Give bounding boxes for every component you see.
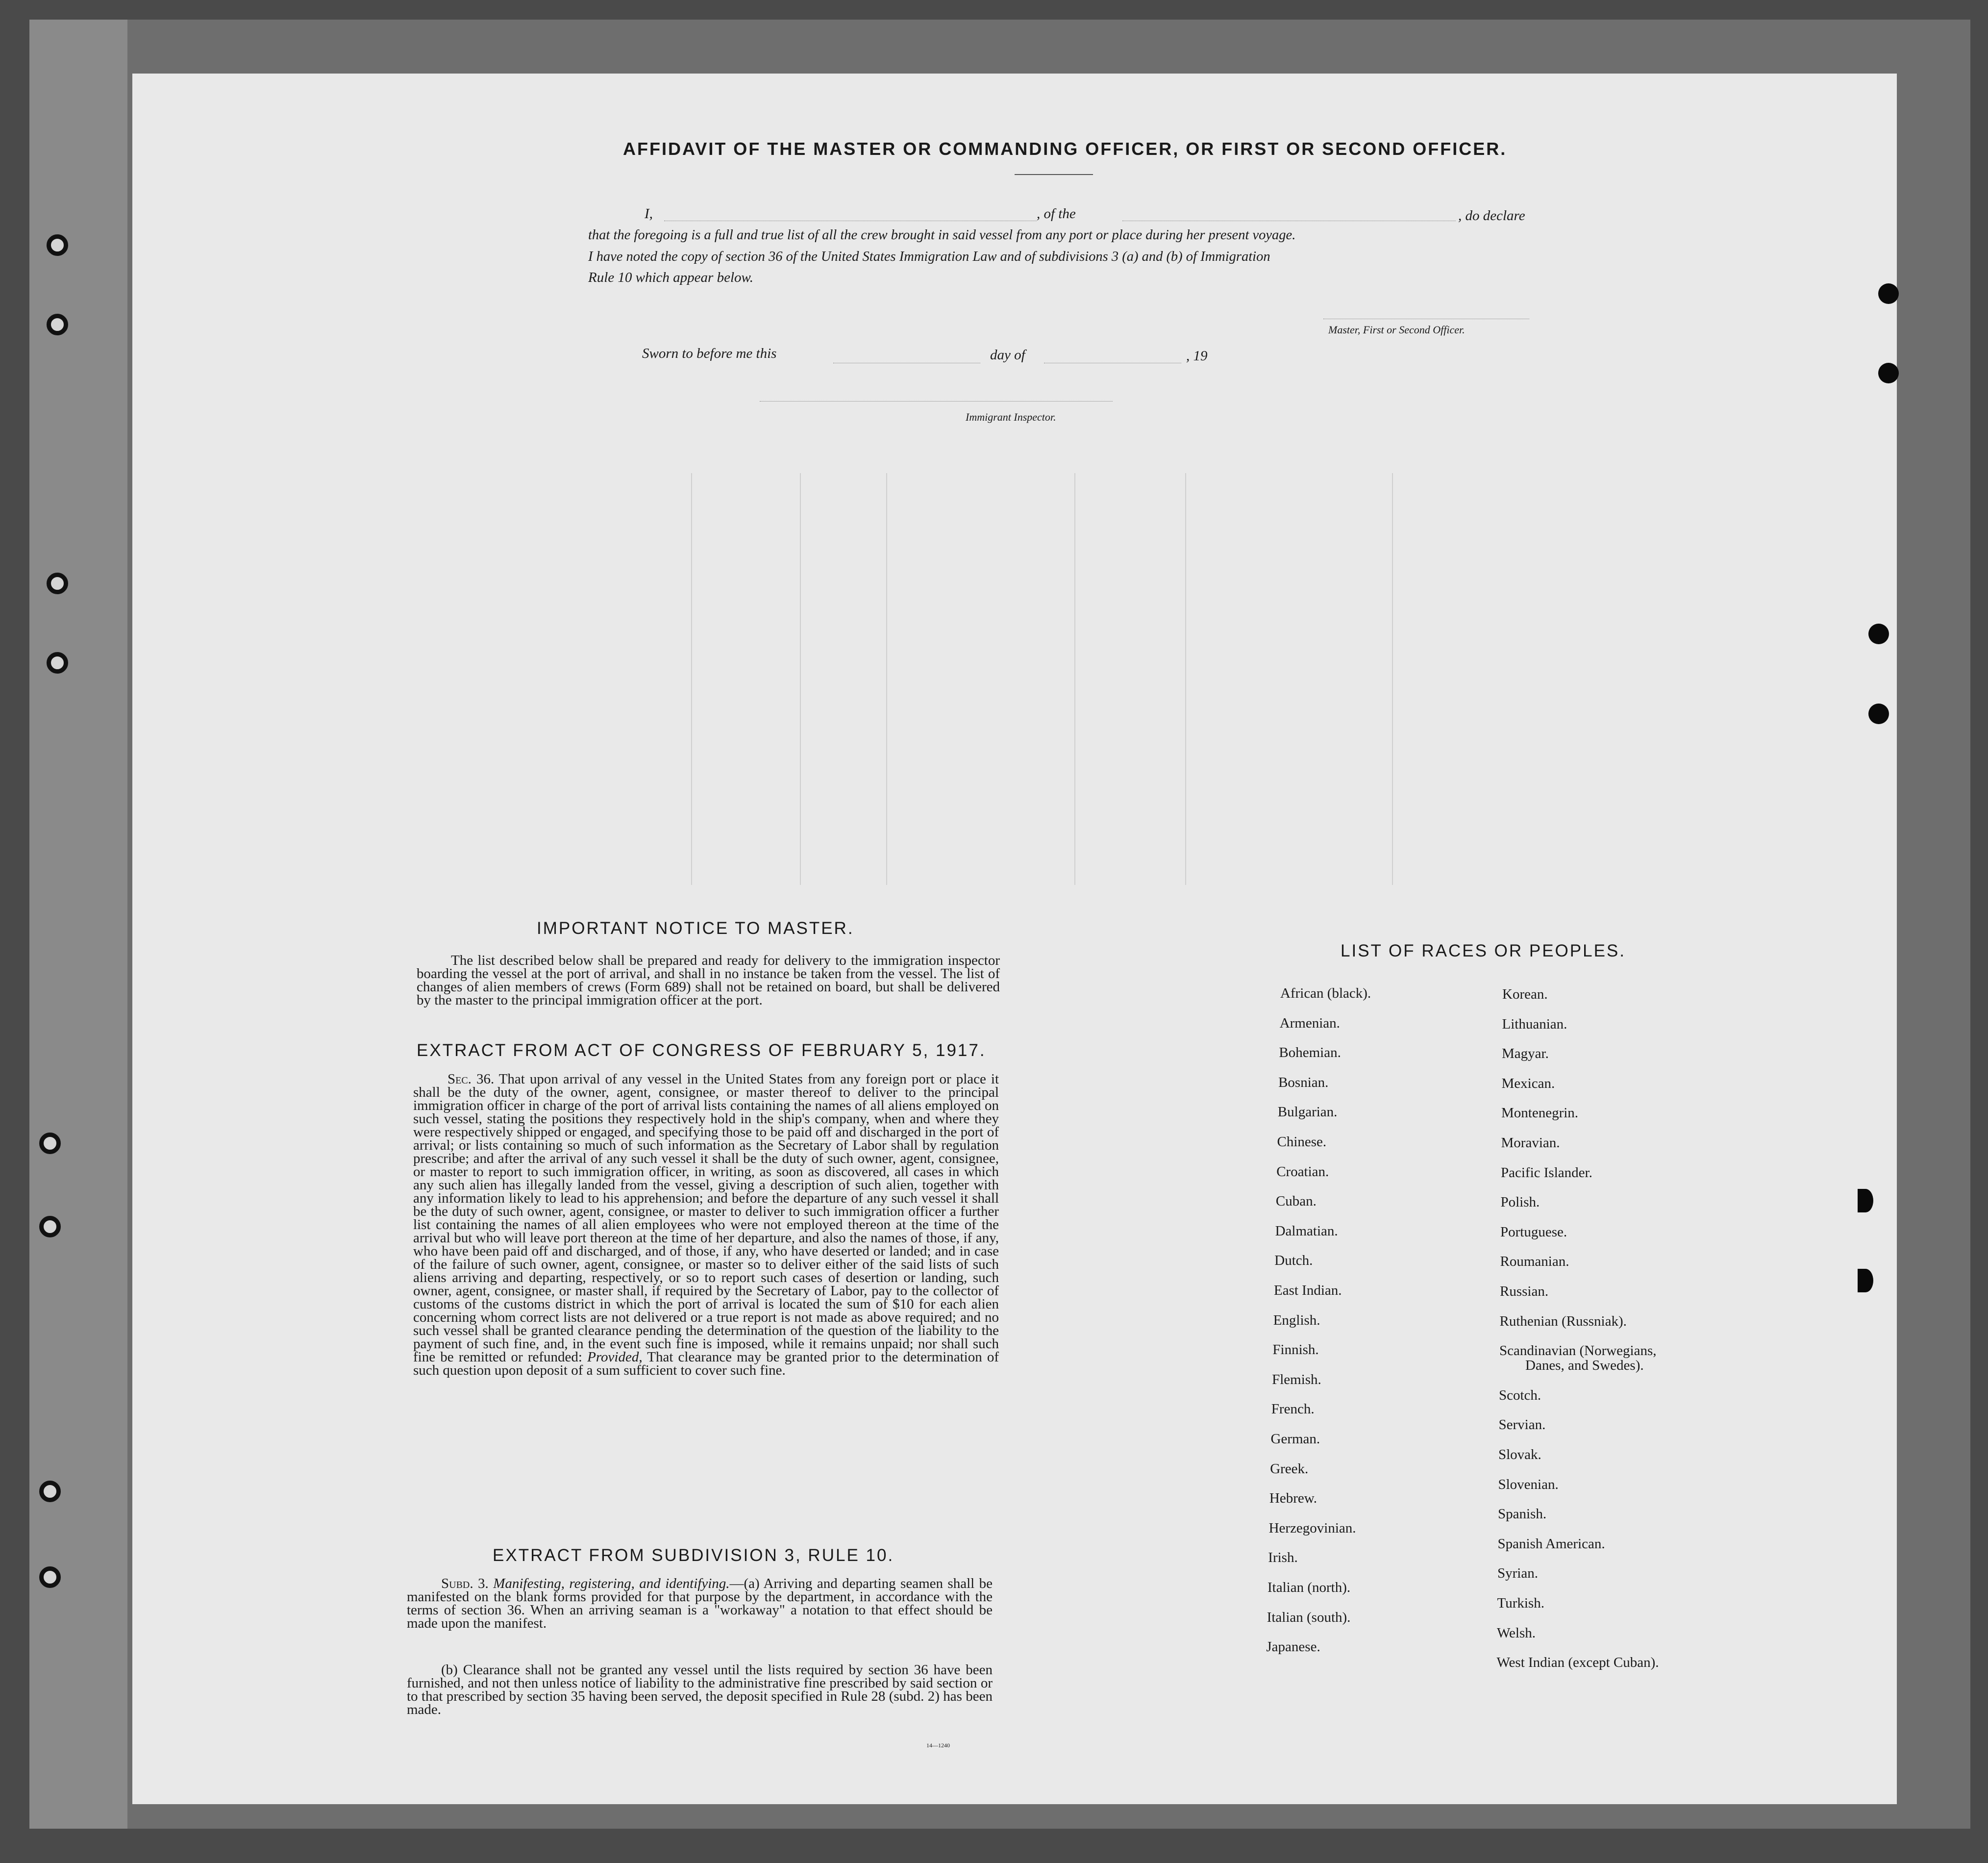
manifest-page [132, 74, 1897, 1804]
race-item: Flemish. [1272, 1371, 1321, 1387]
subd-title: Manifesting, registering, and identifying. [493, 1576, 730, 1591]
subd-a-text: —(a) Arriving and departing seamen shall be manifested on the blank forms provided for that purpose by the department, in accordance with the terms of section 36. When an arriving seaman is a "workaway" a notation to that effect should be made upon the manifest. [407, 1576, 993, 1631]
sworn-text: Sworn to before me this [642, 346, 777, 361]
column-rule [800, 473, 801, 885]
proviso-word: Provided, [587, 1349, 643, 1365]
race-item: Italian (south). [1267, 1609, 1351, 1625]
race-item: Roumanian. [1500, 1254, 1569, 1270]
race-item: Scotch. [1499, 1387, 1541, 1403]
column-rule [886, 473, 887, 885]
column-rule [691, 473, 692, 885]
race-item: Ruthenian (Russniak). [1499, 1313, 1627, 1329]
race-item: Slovenian. [1498, 1476, 1559, 1492]
binder-hole-icon [47, 314, 68, 335]
binding-strip [29, 20, 127, 1829]
race-item: Armenian. [1279, 1015, 1340, 1031]
race-item: Pacific Islander. [1501, 1164, 1592, 1181]
race-item: Turkish. [1497, 1595, 1544, 1611]
section-36-text: That upon arrival of any vessel in the United States from any foreign port or place it shall be the duty of the owner, agent, consignee, or master thereof to deliver to the principal immigration officer in charge of the port of arrival lists containing the names of all aliens employed on such vessel, stating the positions they respectively hold in the ship's company, when and where they were respectively shipped or engaged, and specifying those to be paid off and discharged in the port of arrival; or lists containing so much of such information as the Secretary of Labor shall by regulation prescribe; and after the arrival of any such vessel it shall be the duty of such owner, agent, consignee, or master to report to such immigration officer, in writing, as soon as discovered, all cases in which any such alien has illegally landed from the vessel, giving a description of such alien, together with any information likely to lead to his apprehension; and before the departure of any such vessel it shall be the duty of such owner, agent, consignee, or master to deliver to such immigration officer a further list containing the names of all alien employees who were not employed thereon at the time of the arrival but who will leave port thereon at the time of her departure, and also the names of those, if any, who have been paid off and discharged, and of those, if any, who have deserted or landed; and in case of the failure of such owner, agent, consignee, or master so to deliver either of the said lists of such aliens arriving and departing, respectively, or so to report such cases of desertion or landing, such owner, agent, consignee, or master shall, if required by the Secretary of Labor, pay to the collector of customs of the customs district in which the port of arrival is located the sum of $10 for each alien concerning whom correct lists are not delivered or a true report is not made as above required; and no such vessel shall be granted clearance pending the determination of the question of the liability to the payment of such fine, and, in the event such fine is imposed, while it remains unpaid; nor shall such fine be remitted or refunded: [413, 1071, 999, 1365]
race-item: Italian (north). [1267, 1580, 1351, 1595]
race-item: French. [1271, 1401, 1315, 1417]
binder-hole-icon [39, 1481, 61, 1502]
punch-hole-icon [1878, 363, 1899, 383]
race-item: Spanish. [1498, 1506, 1547, 1522]
race-item: Slovak. [1498, 1447, 1541, 1462]
race-item: Polish. [1500, 1194, 1540, 1210]
column-rule [1074, 473, 1075, 885]
race-item: Russian. [1500, 1284, 1549, 1299]
race-item: Scandinavian (Norwegians, [1499, 1343, 1657, 1359]
punch-hole-icon [1868, 704, 1889, 724]
affidavit-of-the: , of the [1037, 206, 1076, 222]
affidavit-line4: Rule 10 which appear below. [588, 270, 753, 285]
races-title: LIST OF RACES OR PEOPLES. [1341, 941, 1626, 960]
race-item: Welsh. [1497, 1625, 1536, 1641]
race-item: Hebrew. [1269, 1490, 1317, 1507]
race-item: Syrian. [1497, 1565, 1538, 1582]
race-item: East Indian. [1274, 1283, 1342, 1298]
race-item: Mexican. [1501, 1075, 1555, 1091]
day-of-text: day of [990, 347, 1025, 363]
extract-rule-title: EXTRACT FROM SUBDIVISION 3, RULE 10. [493, 1546, 895, 1565]
race-item: Montenegrin. [1501, 1105, 1579, 1121]
title-underline [1015, 174, 1093, 175]
race-item: Japanese. [1266, 1639, 1320, 1655]
affidavit-line3: I have noted the copy of section 36 of the United States Immigration Law and of subdivisions 3 (a) and (b) of Immigration [588, 249, 1270, 264]
extract-rule-b: (b) Clearance shall not be granted any vessel until the lists required by section 36 have been furnished, and not then unless notice of liability to the administrative fine prescribed by said section or to that prescribed by section 35 having been served, the deposit specified in Rule 28 (subd. 2) has been made. [407, 1662, 993, 1717]
inspector-signature-line [760, 401, 1113, 402]
notice-body: The list described below shall be prepared and ready for delivery to the immigration inspector boarding the vessel at the port of arrival, and shall in no instance be taken from the vessel. The list of changes of alien members of crews (Form 689) shall not be retained on board, but shall be delivered by the master to the principal immigration officer at the port. [417, 953, 1000, 1008]
binder-hole-icon [39, 1133, 61, 1154]
race-item: Moravian. [1501, 1135, 1560, 1151]
race-item: Cuban. [1275, 1193, 1317, 1209]
race-item: Lithuanian. [1502, 1016, 1567, 1032]
year-text: , 19 [1186, 348, 1208, 364]
notice-title: IMPORTANT NOTICE TO MASTER. [537, 919, 854, 938]
binder-hole-icon [47, 652, 68, 674]
race-item: Croatian. [1276, 1163, 1329, 1180]
race-item: English. [1273, 1312, 1320, 1328]
affidavit-declare: , do declare [1458, 208, 1525, 224]
affidavit-i: I, [645, 206, 653, 222]
master-signature-label: Master, First or Second Officer. [1328, 324, 1465, 336]
race-item: Herzegovinian. [1268, 1520, 1356, 1536]
proviso-text: That clearance may be granted prior to the determination of such question upon deposit of a sum sufficient to cover such fine. [413, 1349, 999, 1378]
race-item: Magyar. [1502, 1046, 1549, 1062]
race-item: African (black). [1280, 985, 1371, 1001]
binder-hole-icon [47, 234, 68, 256]
race-item: West Indian (except Cuban). [1496, 1655, 1659, 1671]
race-item: Chinese. [1277, 1134, 1327, 1150]
punch-hole-icon [1868, 624, 1889, 644]
column-rule [1185, 473, 1186, 885]
column-rule [1392, 473, 1393, 885]
race-item: Greek. [1270, 1460, 1309, 1477]
race-item: German. [1270, 1431, 1320, 1447]
binder-hole-icon [39, 1216, 61, 1237]
race-item: Finnish. [1272, 1342, 1319, 1358]
punch-hole-icon [1858, 1269, 1873, 1292]
race-item: Bosnian. [1278, 1074, 1329, 1090]
race-item: Irish. [1268, 1550, 1298, 1566]
race-item: Portuguese. [1500, 1224, 1567, 1240]
race-item: Spanish American. [1497, 1536, 1605, 1552]
race-item: Dalmatian. [1275, 1223, 1338, 1239]
extract-rule-a [407, 1577, 993, 1630]
punch-hole-icon [1858, 1189, 1873, 1212]
extract-act-body [413, 1073, 999, 1377]
race-item: Bohemian. [1279, 1045, 1341, 1061]
binder-hole-icon [47, 573, 68, 594]
affidavit-line2: that the foregoing is a full and true list of all the crew brought in said vessel from any port or place during her present voyage. [588, 227, 1296, 243]
race-item: Servian. [1498, 1417, 1546, 1433]
race-item: Danes, and Swedes). [1525, 1358, 1644, 1374]
punch-hole-icon [1878, 283, 1899, 304]
race-item: Bulgarian. [1277, 1104, 1338, 1120]
race-item: Dutch. [1274, 1253, 1313, 1269]
section-lead: Sec. 36. [447, 1071, 495, 1087]
binder-hole-icon [39, 1566, 61, 1588]
affidavit-title: AFFIDAVIT OF THE MASTER OR COMMANDING OFFICER, OR FIRST OR SECOND OFFICER. [623, 139, 1507, 159]
extract-act-title: EXTRACT FROM ACT OF CONGRESS OF FEBRUARY 5, 1917. [417, 1041, 986, 1060]
race-item: Korean. [1502, 986, 1548, 1002]
inspector-signature-label: Immigrant Inspector. [966, 411, 1056, 423]
form-number: 14—1240 [926, 1742, 950, 1749]
subd-lead: Subd. 3. [441, 1576, 489, 1591]
